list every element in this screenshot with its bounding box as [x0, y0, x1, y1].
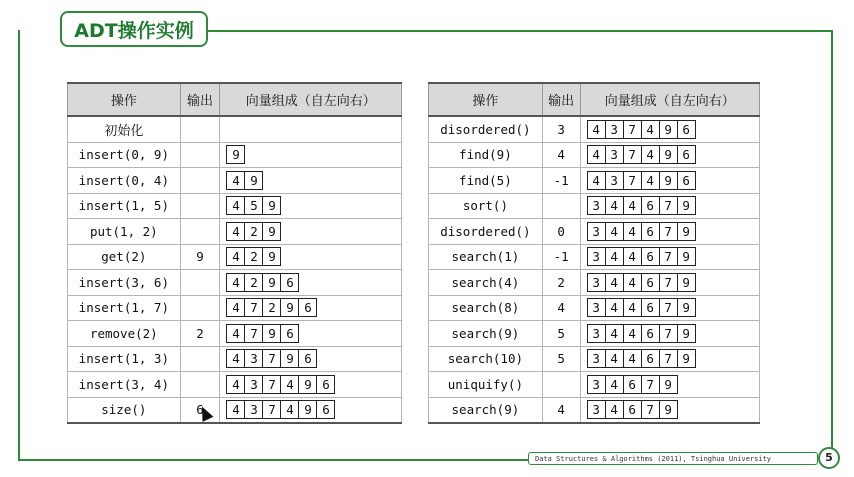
table-header-row [68, 83, 402, 116]
vector-element: 9 [244, 172, 262, 189]
vector-element: 3 [592, 223, 600, 239]
table-row [429, 193, 760, 219]
operation-cell: size() [68, 397, 181, 423]
vector-cell [220, 116, 402, 142]
slide-title: ADT操作实例 [60, 11, 208, 47]
vector-element: 4 [280, 376, 298, 393]
vector-cell [220, 270, 402, 296]
vector-element: 4 [623, 248, 641, 265]
operation-cell: remove(2) [68, 321, 181, 347]
vector-element: 9 [677, 325, 695, 342]
vector-element: 7 [659, 274, 677, 291]
operation-cell: insert(0, 9) [68, 142, 181, 168]
vector-element: 4 [605, 197, 623, 214]
vector-element: 4 [641, 121, 659, 138]
output-cell: 4 [542, 142, 580, 168]
vector-boxes [226, 247, 281, 266]
vector-element: 7 [623, 146, 641, 163]
vector-element: 9 [232, 147, 240, 163]
vector-element: 9 [262, 248, 280, 265]
vector-element: 9 [659, 146, 677, 163]
vector-boxes [587, 298, 696, 317]
operation-cell: search(8) [429, 295, 543, 321]
vector-element: 6 [298, 299, 316, 316]
vector-boxes [226, 222, 281, 241]
output-cell [542, 193, 580, 219]
output-cell: 6 [180, 397, 220, 423]
vector-element: 3 [605, 146, 623, 163]
vector-element: 9 [262, 325, 280, 342]
vector-element: 4 [623, 350, 641, 367]
vector-boxes [587, 145, 696, 164]
output-cell: 2 [542, 270, 580, 296]
vector-element: 6 [677, 146, 695, 163]
vector-element: 9 [659, 376, 677, 393]
vector-element: 6 [641, 299, 659, 316]
vector-element: 7 [659, 299, 677, 316]
vector-element: 9 [262, 274, 280, 291]
table-row [68, 295, 402, 321]
vector-element: 4 [623, 197, 641, 214]
vector-element: 7 [641, 376, 659, 393]
output-cell: 9 [180, 244, 220, 270]
vector-element: 4 [623, 325, 641, 342]
frame-bottom-line [18, 459, 538, 461]
vector-element: 7 [659, 223, 677, 240]
operation-cell: search(1) [429, 244, 543, 270]
vector-element: 4 [232, 274, 240, 290]
vector-element: 6 [641, 197, 659, 214]
vector-element: 3 [244, 376, 262, 393]
vector-boxes [226, 298, 317, 317]
vector-element: 6 [641, 274, 659, 291]
vector-element: 6 [298, 350, 316, 367]
vector-element: 7 [244, 299, 262, 316]
vector-element: 9 [677, 274, 695, 291]
vector-element: 3 [592, 402, 600, 418]
vector-element: 3 [592, 351, 600, 367]
vector-boxes [587, 196, 696, 215]
table-row [429, 142, 760, 168]
table-row [68, 397, 402, 423]
vector-element: 9 [262, 197, 280, 214]
operation-cell: sort() [429, 193, 543, 219]
table-row [429, 244, 760, 270]
vector-element: 9 [280, 299, 298, 316]
operation-cell: search(10) [429, 346, 543, 372]
vector-cell [580, 193, 759, 219]
vector-element: 4 [623, 299, 641, 316]
vector-element: 9 [298, 401, 316, 418]
output-cell: -1 [542, 168, 580, 194]
output-cell [180, 295, 220, 321]
header-vector: 向量组成（自左向右） [220, 83, 402, 116]
header-output: 输出 [542, 83, 580, 116]
vector-cell [220, 244, 402, 270]
vector-boxes [226, 145, 245, 164]
vector-boxes [226, 196, 281, 215]
vector-element: 6 [641, 223, 659, 240]
vector-cell [220, 168, 402, 194]
vector-boxes [587, 375, 678, 394]
table-row [429, 397, 760, 423]
output-cell: 0 [542, 219, 580, 245]
vector-boxes [226, 400, 335, 419]
vector-cell [580, 321, 759, 347]
output-cell: 3 [542, 116, 580, 142]
vector-element: 6 [280, 325, 298, 342]
vector-element: 3 [244, 401, 262, 418]
table-header-row [429, 83, 760, 116]
vector-element: 4 [592, 147, 600, 163]
operation-cell: disordered() [429, 219, 543, 245]
vector-element: 3 [605, 121, 623, 138]
left-operations-table [67, 82, 402, 424]
operation-cell: uniquify() [429, 372, 543, 398]
vector-element: 3 [592, 274, 600, 290]
vector-element: 7 [659, 197, 677, 214]
vector-element: 4 [232, 249, 240, 265]
vector-element: 6 [316, 376, 334, 393]
vector-element: 3 [592, 198, 600, 214]
vector-element: 9 [677, 223, 695, 240]
header-operation: 操作 [68, 83, 181, 116]
operation-cell: 初始化 [68, 116, 181, 142]
vector-element: 7 [641, 401, 659, 418]
vector-element: 4 [605, 223, 623, 240]
output-cell: 5 [542, 346, 580, 372]
operation-cell: put(1, 2) [68, 219, 181, 245]
vector-element: 7 [262, 350, 280, 367]
table-row [68, 219, 402, 245]
vector-cell [580, 372, 759, 398]
output-cell: 5 [542, 321, 580, 347]
output-cell [180, 346, 220, 372]
table-row [68, 168, 402, 194]
operation-cell: disordered() [429, 116, 543, 142]
course-footer: Data Structures & Algorithms (2011), Tsinghua University [528, 452, 818, 465]
output-cell: -1 [542, 244, 580, 270]
output-cell [180, 142, 220, 168]
vector-boxes [587, 324, 696, 343]
vector-element: 9 [677, 299, 695, 316]
vector-cell [220, 372, 402, 398]
vector-element: 4 [232, 198, 240, 214]
vector-element: 3 [592, 300, 600, 316]
vector-element: 4 [605, 401, 623, 418]
output-cell [180, 219, 220, 245]
vector-boxes [226, 349, 317, 368]
right-operations-table [428, 82, 760, 424]
operation-cell: get(2) [68, 244, 181, 270]
table-row [68, 321, 402, 347]
vector-cell [220, 219, 402, 245]
table-row [68, 346, 402, 372]
vector-boxes [587, 273, 696, 292]
vector-element: 4 [605, 376, 623, 393]
vector-cell [580, 295, 759, 321]
operation-cell: insert(0, 4) [68, 168, 181, 194]
table-row [68, 116, 402, 142]
vector-cell [580, 397, 759, 423]
vector-element: 2 [262, 299, 280, 316]
vector-element: 9 [262, 223, 280, 240]
vector-cell [220, 142, 402, 168]
table-row [429, 270, 760, 296]
vector-element: 4 [280, 401, 298, 418]
table-row [429, 116, 760, 142]
frame-right-line [831, 30, 833, 460]
vector-element: 2 [244, 223, 262, 240]
vector-element: 6 [316, 401, 334, 418]
vector-element: 9 [677, 350, 695, 367]
vector-element: 9 [659, 172, 677, 189]
header-vector: 向量组成（自左向右） [580, 83, 759, 116]
vector-element: 4 [232, 351, 240, 367]
vector-cell [580, 244, 759, 270]
vector-element: 4 [232, 172, 240, 188]
vector-element: 3 [605, 172, 623, 189]
vector-element: 7 [623, 172, 641, 189]
page-number-badge: 5 [818, 447, 840, 469]
vector-element: 6 [677, 121, 695, 138]
vector-boxes [587, 400, 678, 419]
vector-element: 6 [641, 325, 659, 342]
vector-element: 4 [623, 223, 641, 240]
vector-element: 9 [677, 197, 695, 214]
vector-element: 4 [232, 402, 240, 418]
table-row [429, 295, 760, 321]
table-row [429, 346, 760, 372]
operation-cell: search(9) [429, 397, 543, 423]
table-row [429, 168, 760, 194]
vector-element: 4 [232, 223, 240, 239]
vector-element: 3 [592, 376, 600, 392]
vector-element: 6 [623, 401, 641, 418]
operation-cell: find(9) [429, 142, 543, 168]
output-cell: 4 [542, 397, 580, 423]
vector-element: 4 [641, 172, 659, 189]
vector-element: 3 [244, 350, 262, 367]
vector-cell [220, 193, 402, 219]
vector-element: 6 [677, 172, 695, 189]
vector-boxes [226, 324, 299, 343]
output-cell [180, 193, 220, 219]
table-row [68, 270, 402, 296]
vector-cell [220, 397, 402, 423]
vector-element: 7 [244, 325, 262, 342]
operation-cell: insert(1, 5) [68, 193, 181, 219]
output-cell [180, 270, 220, 296]
vector-cell [220, 346, 402, 372]
table-row [68, 193, 402, 219]
vector-element: 9 [659, 401, 677, 418]
vector-element: 6 [280, 274, 298, 291]
vector-element: 9 [298, 376, 316, 393]
vector-boxes [587, 222, 696, 241]
output-cell [542, 372, 580, 398]
vector-element: 6 [623, 376, 641, 393]
table-row [68, 372, 402, 398]
table-row [68, 142, 402, 168]
operation-cell: insert(1, 7) [68, 295, 181, 321]
vector-boxes [587, 120, 696, 139]
vector-cell [580, 270, 759, 296]
vector-cell [580, 142, 759, 168]
vector-element: 4 [605, 325, 623, 342]
vector-element: 7 [623, 121, 641, 138]
output-cell: 2 [180, 321, 220, 347]
vector-boxes [587, 171, 696, 190]
table-row [68, 244, 402, 270]
vector-element: 9 [677, 248, 695, 265]
vector-boxes [587, 349, 696, 368]
frame-top-line [205, 30, 833, 32]
vector-element: 7 [262, 401, 280, 418]
vector-element: 4 [605, 248, 623, 265]
operation-cell: insert(1, 3) [68, 346, 181, 372]
vector-element: 3 [592, 325, 600, 341]
vector-element: 4 [623, 274, 641, 291]
frame-left-line [18, 30, 20, 460]
vector-element: 9 [659, 121, 677, 138]
operation-cell: insert(3, 6) [68, 270, 181, 296]
operation-cell: search(9) [429, 321, 543, 347]
vector-element: 3 [592, 249, 600, 265]
vector-element: 2 [244, 248, 262, 265]
vector-element: 4 [605, 274, 623, 291]
vector-element: 4 [232, 376, 240, 392]
table-row [429, 372, 760, 398]
header-output: 输出 [180, 83, 220, 116]
vector-element: 7 [659, 325, 677, 342]
vector-element: 4 [605, 299, 623, 316]
vector-cell [580, 116, 759, 142]
vector-element: 6 [641, 248, 659, 265]
output-cell [180, 116, 220, 142]
vector-boxes [587, 247, 696, 266]
vector-element: 9 [280, 350, 298, 367]
vector-element: 4 [605, 350, 623, 367]
header-operation: 操作 [429, 83, 543, 116]
vector-element: 4 [232, 325, 240, 341]
vector-cell [580, 168, 759, 194]
table-row [429, 219, 760, 245]
vector-element: 7 [262, 376, 280, 393]
operation-cell: insert(3, 4) [68, 372, 181, 398]
vector-boxes [226, 273, 299, 292]
vector-cell [220, 321, 402, 347]
vector-element: 4 [592, 172, 600, 188]
output-cell: 4 [542, 295, 580, 321]
vector-cell [580, 346, 759, 372]
vector-element: 2 [244, 274, 262, 291]
vector-element: 7 [659, 350, 677, 367]
vector-element: 4 [232, 300, 240, 316]
vector-cell [580, 219, 759, 245]
operation-cell: search(4) [429, 270, 543, 296]
vector-boxes [226, 375, 335, 394]
vector-element: 4 [641, 146, 659, 163]
vector-element: 4 [592, 121, 600, 137]
vector-cell [220, 295, 402, 321]
vector-boxes [226, 171, 263, 190]
table-row [429, 321, 760, 347]
vector-element: 6 [641, 350, 659, 367]
output-cell [180, 372, 220, 398]
operation-cell: find(5) [429, 168, 543, 194]
output-cell [180, 168, 220, 194]
vector-element: 7 [659, 248, 677, 265]
vector-element: 5 [244, 197, 262, 214]
